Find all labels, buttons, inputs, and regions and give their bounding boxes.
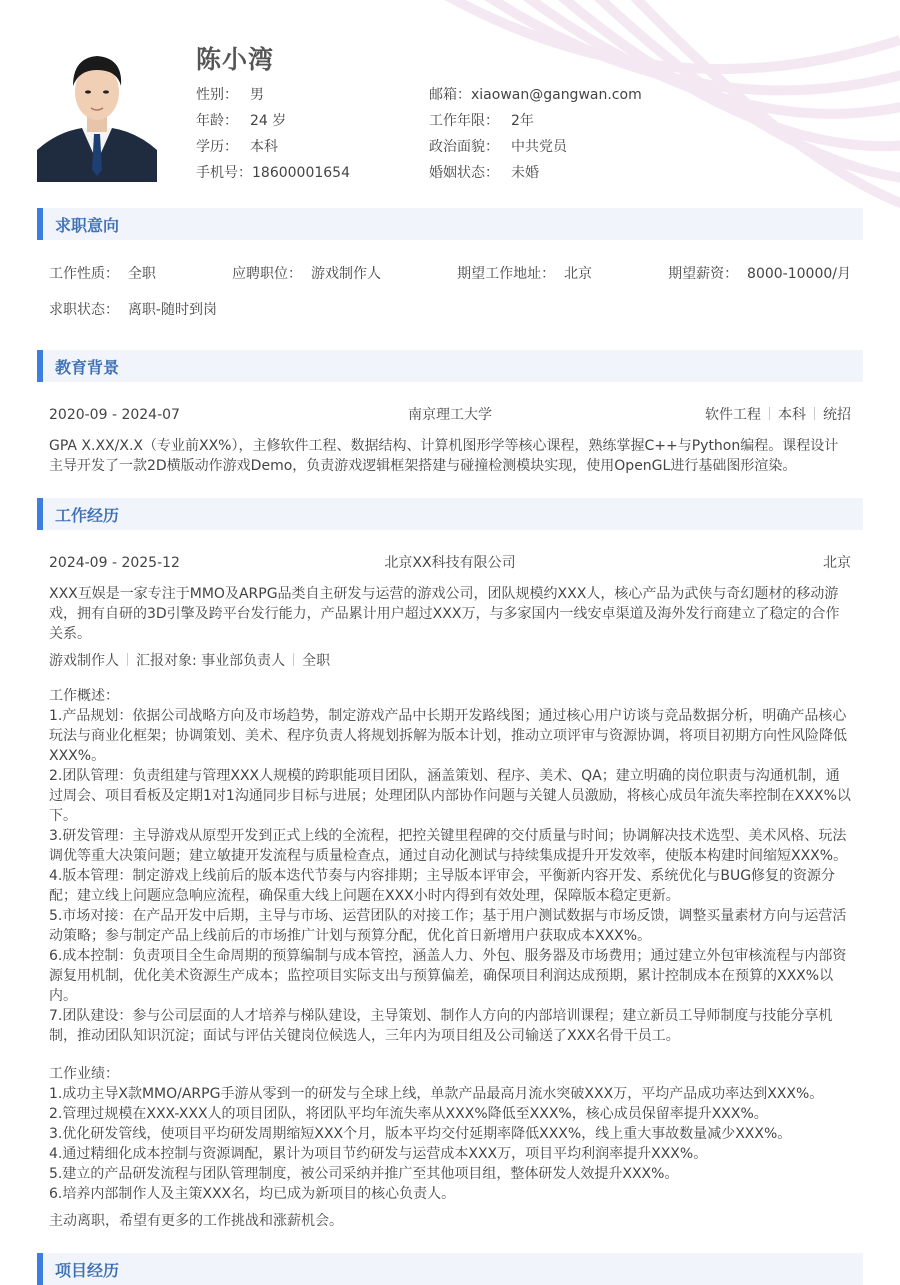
achievement-item: 6.培养内部制作人及主策XXX名，均已成为新项目的核心负责人。 — [49, 1186, 456, 1202]
personal-info — [196, 84, 876, 188]
gender-value: 男 — [250, 87, 264, 103]
age-value: 24 岁 — [250, 113, 287, 129]
section-accent-bar — [37, 498, 43, 530]
role: 游戏制作人 — [49, 653, 119, 669]
achievement-item: 3.优化研发管线，使项目平均研发周期缩短XXX个月，版本平均交付延期率降低XXX%，线上重大事故数量减少XXX%。 — [49, 1126, 792, 1142]
section-accent-bar — [37, 1253, 43, 1285]
political-label: 政治面貌： — [429, 139, 499, 155]
overview-title: 工作概述： — [49, 688, 119, 704]
report-to: 汇报对象: 事业部负责人 — [136, 653, 286, 669]
work-row — [49, 553, 851, 573]
status-label: 求职状态： — [49, 302, 119, 318]
marital-label: 婚姻状态： — [429, 165, 499, 181]
education-value: 本科 — [250, 139, 278, 155]
section-accent-bar — [37, 350, 43, 382]
education-date: 2020-09 - 2024-07 — [49, 407, 180, 423]
company-description: XXX互娱是一家专注于MMO及ARPG品类自主研发与运营的游戏公司，团队规模约XXX人，核心产品为武侠与奇幻题材的移动游戏，拥有自研的3D引擎及跨平台发行能力，产品累计用户超过XXX万，与多家国内一线安卓渠道及海外发行商建立了稳定的合作关系。 — [49, 586, 840, 642]
overview-item: 1.产品规划：依据公司战略方向及市场趋势，制定游戏产品中长期开发路线图；通过核心用户访谈与竞品数据分析，明确产品核心玩法与商业化框架；协调策划、美术、程序负责人将规划拆解为版本计划，推动立项评审与资源协调，将项目初期方向性风险降低XXX%。 — [49, 708, 847, 764]
overview-item: 5.市场对接：在产品开发中后期，主导与市场、运营团队的对接工作；基于用户测试数据与市场反馈，调整买量素材方向与运营活动策略；参与制定产品上线前后的市场推广计划与预算分配，优化首日新增用户获取成本XXX%。 — [49, 908, 847, 944]
candidate-name: 陈小湾 — [196, 45, 275, 74]
work-overview — [49, 686, 851, 1046]
achievements-title: 工作业绩： — [49, 1066, 119, 1082]
section-title: 教育背景 — [55, 358, 120, 377]
section-header-education — [37, 350, 863, 382]
gender-label: 性别： — [196, 87, 238, 103]
political-value: 中共党员 — [511, 139, 567, 155]
job-type-value: 全职 — [127, 266, 156, 282]
position-label: 应聘职位： — [232, 266, 303, 282]
role-row — [49, 651, 851, 671]
email-label: 邮箱： — [429, 87, 471, 103]
location-label: 期望工作地址： — [457, 266, 556, 282]
overview-item: 6.成本控制：负责项目全生命周期的预算编制与成本管控，涵盖人力、外包、服务器及市场费用；通过建立外包审核流程与内部资源复用机制，优化美术资源生产成本；监控项目实际支出与预算偏差，确保项目利润达成预期，累计控制成本在预算的XXX%以内。 — [49, 948, 847, 1004]
work-date: 2024-09 - 2025-12 — [49, 555, 180, 571]
location-value: 北京 — [564, 266, 592, 282]
work-achievements — [49, 1064, 851, 1204]
job-type-label: 工作性质： — [49, 266, 119, 282]
work-type: 全职 — [302, 653, 331, 669]
avatar-photo — [37, 42, 157, 182]
achievement-item: 2.管理过规模在XXX-XXX人的项目团队，将团队平均年流失率从XXX%降低至XXX%，核心成员保留率提升XXX%。 — [49, 1106, 768, 1122]
intent-row — [49, 264, 851, 284]
email-value: xiaowan@gangwan.com — [471, 87, 642, 103]
leave-reason: 主动离职，希望有更多的工作挑战和涨薪机会。 — [49, 1213, 343, 1229]
section-title: 求职意向 — [55, 216, 120, 235]
overview-item: 7.团队建设：参与公司层面的人才培养与梯队建设，主导策划、制作人方向的内部培训课程；建立新员工导师制度与技能分享机制，推动团队知识沉淀；面试与评估关键岗位候选人，三年内为项目组及公司输送了XXX名骨干员工。 — [49, 1008, 833, 1044]
section-header-project — [37, 1253, 863, 1285]
salary-value: 8000-10000/月 — [747, 266, 851, 282]
age-label: 年龄： — [196, 113, 238, 129]
phone-label: 手机号： — [196, 165, 252, 181]
degree: 本科 — [778, 407, 806, 423]
position-value: 游戏制作人 — [310, 266, 381, 282]
intent-status-row — [49, 300, 851, 320]
achievement-item: 4.通过精细化成本控制与资源调配，累计为项目节约研发与运营成本XXX万，项目平均利润率提升XXX%。 — [49, 1146, 708, 1162]
education-description: GPA X.XX/X.X（专业前XX%），主修软件工程、数据结构、计算机图形学等核心课程，熟练掌握C++与Python编程。课程设计主导开发了一款2D横版动作游戏Demo，负责游戏逻辑框架搭建与碰撞检测模块实现，使用OpenGL进行基础图形渲染。 — [49, 438, 839, 474]
status-value: 离职-随时到岗 — [127, 302, 217, 318]
work-years-value: 2年 — [511, 113, 534, 129]
achievement-item: 5.建立的产品研发流程与团队管理制度，被公司采纳并推广至其他项目组，整体研发人效提升XXX%。 — [49, 1166, 679, 1182]
phone-value: 18600001654 — [252, 165, 350, 181]
salary-label: 期望薪资： — [668, 266, 739, 282]
section-header-intent — [37, 208, 863, 240]
major: 软件工程 — [705, 407, 761, 423]
marital-value: 未婚 — [511, 165, 539, 181]
enroll-type: 统招 — [823, 407, 851, 423]
education-label: 学历： — [196, 139, 238, 155]
section-title: 项目经历 — [55, 1261, 120, 1280]
company-name: 北京XX科技有限公司 — [384, 555, 516, 571]
overview-item: 2.团队管理：负责组建与管理XXX人规模的跨职能项目团队，涵盖策划、程序、美术、QA；建立明确的岗位职责与沟通机制，通过周会、项目看板及定期1对1沟通同步目标与进展；处理团队内部协作问题与关键人员激励，将核心成员年流失率控制在XXX%以下。 — [49, 768, 851, 824]
section-header-work — [37, 498, 863, 530]
school-name: 南京理工大学 — [408, 407, 492, 423]
achievement-item: 1.成功主导X款MMO/ARPG手游从零到一的研发与全球上线，单款产品最高月流水突破XXX万，平均产品成功率达到XXX%。 — [49, 1086, 824, 1102]
work-city: 北京 — [823, 555, 851, 571]
section-accent-bar — [37, 208, 43, 240]
overview-item: 4.版本管理：制定游戏上线前后的版本迭代节奏与内容排期；主导版本评审会，平衡新内容开发、系统优化与BUG修复的资源分配；建立线上问题应急响应流程，确保重大线上问题在XXX小时内得到有效处理，保障版本稳定更新。 — [49, 868, 836, 904]
overview-item: 3.研发管理：主导游戏从原型开发到正式上线的全流程，把控关键里程碑的交付质量与时间；协调解决技术选型、美术风格、玩法调优等重大决策问题；建立敏捷开发流程与质量检查点，通过自动化测试与持续集成提升开发效率，使版本构建时间缩短XXX%。 — [49, 828, 848, 864]
work-years-label: 工作年限： — [429, 113, 499, 129]
education-row — [49, 405, 851, 425]
section-title: 工作经历 — [55, 506, 120, 525]
